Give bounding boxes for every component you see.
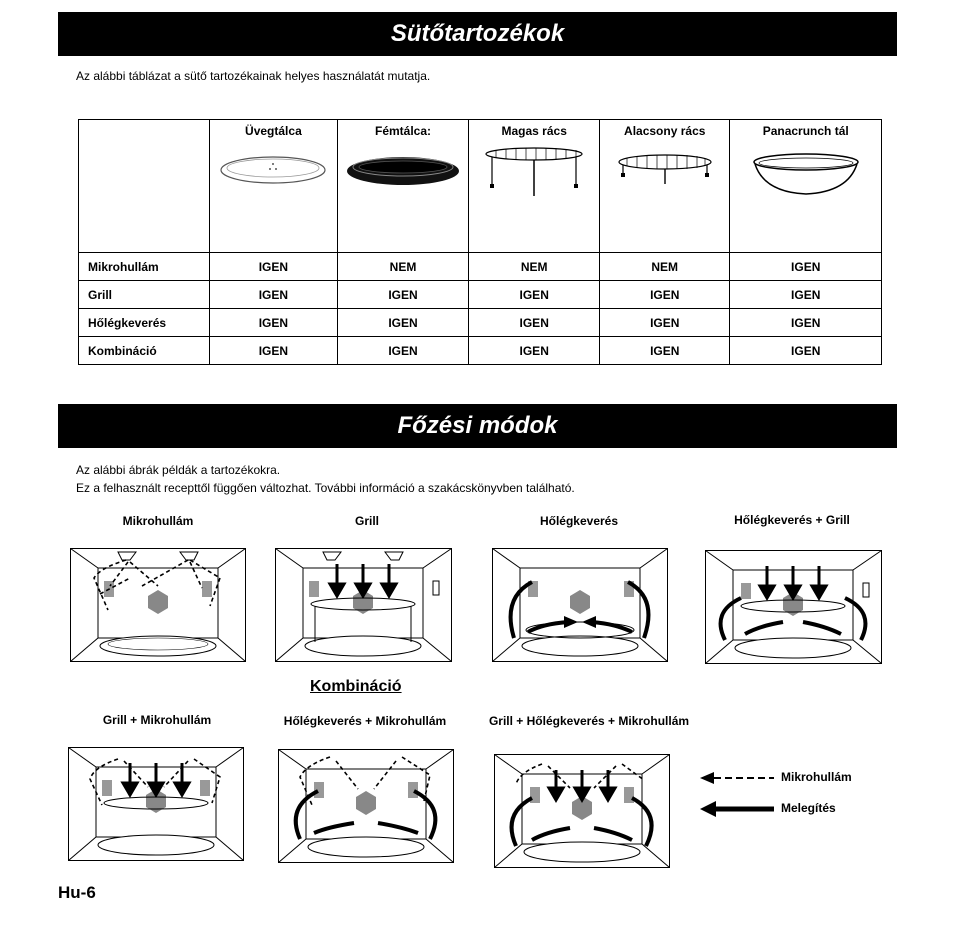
accessories-table [78, 119, 882, 365]
solid-arrow-icon [700, 801, 774, 817]
dashed-arrow-icon [700, 772, 774, 784]
value-cell: IGEN [730, 337, 882, 365]
column-label: Magas rács [501, 124, 567, 138]
diagram-label-grill: Grill [354, 514, 380, 528]
diagram-label-grill-convection-microwave: Grill + Hőlégkeverés + Mikrohullám [488, 714, 690, 728]
intro-line: Az alábbi ábrák példák a tartozékokra. [76, 463, 281, 477]
value-cell: IGEN [337, 281, 469, 309]
value-cell: IGEN [337, 337, 469, 365]
value-cell: IGEN [469, 309, 600, 337]
convection-grill-mode-diagram [705, 550, 882, 664]
value-cell: IGEN [600, 281, 730, 309]
value-cell: IGEN [600, 337, 730, 365]
value-cell: IGEN [210, 309, 338, 337]
convection-microwave-mode-diagram [278, 749, 454, 863]
column-header [469, 120, 600, 253]
mode-cell: Kombináció [79, 337, 210, 365]
combination-title: Kombináció [310, 678, 402, 695]
convection-mode-diagram [492, 548, 668, 662]
value-cell: IGEN [600, 309, 730, 337]
table-header-row [79, 120, 882, 253]
diagram-label-convection-grill: Hőlégkeverés + Grill [734, 513, 850, 527]
value-cell: IGEN [469, 281, 600, 309]
legend-arrows [700, 771, 776, 817]
low-rack-icon [615, 152, 715, 192]
glass-tray-icon [218, 152, 328, 188]
column-label: Alacsony rács [624, 124, 706, 138]
column-label: Üvegtálca [245, 124, 302, 138]
value-cell: NEM [600, 253, 730, 281]
panacrunch-dish-icon [750, 152, 862, 200]
diagram-label-convection-microwave: Hőlégkeverés + Mikrohullám [283, 714, 447, 728]
high-rack-icon [482, 146, 586, 200]
cooking-modes-intro [76, 461, 575, 497]
grill-microwave-mode-diagram [68, 747, 244, 861]
mode-cell: Mikrohullám [79, 253, 210, 281]
value-cell: IGEN [210, 253, 338, 281]
value-cell: IGEN [337, 309, 469, 337]
column-header [337, 120, 469, 253]
legend-label-microwave: Mikrohullám [781, 770, 852, 784]
value-cell: IGEN [210, 337, 338, 365]
page-number: Hu-6 [58, 883, 96, 902]
diagram-label-microwave: Mikrohullám [122, 514, 194, 528]
mode-cell: Grill [79, 281, 210, 309]
legend-label-heating: Melegítés [781, 801, 836, 815]
table-row [79, 281, 882, 309]
value-cell: IGEN [730, 253, 882, 281]
intro-line: Ez a felhasznált recepttől függően változhat. További információ a szakácskönyvben található. [76, 481, 575, 495]
diagram-label-grill-microwave: Grill + Mikrohullám [102, 713, 212, 727]
value-cell: IGEN [210, 281, 338, 309]
table-corner-cell [79, 120, 210, 253]
mode-cell: Hőlégkeverés [79, 309, 210, 337]
accessories-intro: Az alábbi táblázat a sütő tartozékainak helyes használatát mutatja. [76, 69, 431, 83]
value-cell: IGEN [469, 337, 600, 365]
diagram-label-convection: Hőlégkeverés [539, 514, 619, 528]
value-cell: NEM [469, 253, 600, 281]
value-cell: IGEN [730, 309, 882, 337]
section-title-accessories: Sütőtartozékok [58, 12, 897, 56]
grill-mode-diagram [275, 548, 452, 662]
column-header [730, 120, 882, 253]
table-row [79, 253, 882, 281]
metal-tray-icon [345, 152, 461, 188]
grill-convection-microwave-mode-diagram [494, 754, 670, 868]
value-cell: NEM [337, 253, 469, 281]
column-header [210, 120, 338, 253]
value-cell: IGEN [730, 281, 882, 309]
section-title-cooking-modes: Főzési módok [58, 404, 897, 448]
column-label: Panacrunch tál [762, 124, 849, 138]
column-label: Fémtálca: [374, 124, 432, 138]
table-row [79, 309, 882, 337]
microwave-mode-diagram [70, 548, 246, 662]
table-row [79, 337, 882, 365]
column-header [600, 120, 730, 253]
